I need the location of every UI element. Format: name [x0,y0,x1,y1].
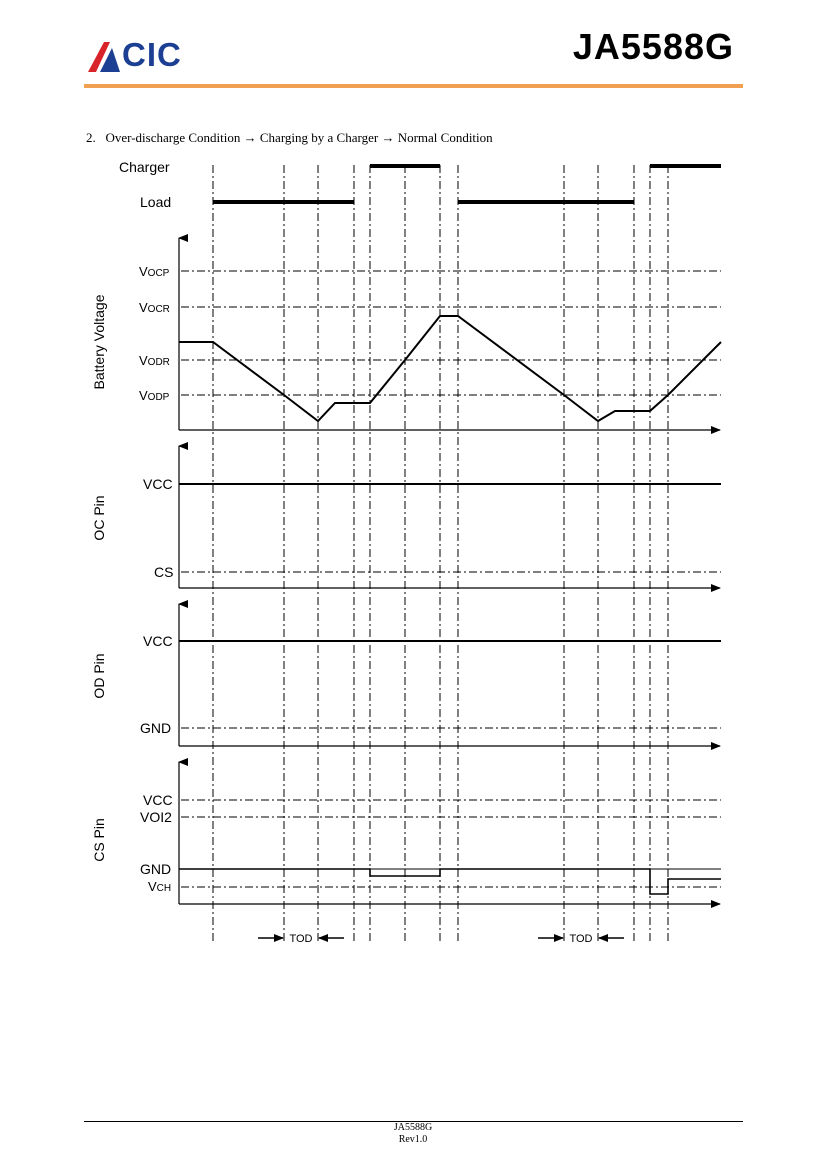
vocr-label: VOCR [139,300,170,315]
vodp-label: VODP [139,388,170,403]
oc-cs-label: CS [154,564,174,580]
vodr-label: VODR [139,353,170,368]
cs-voi2-label: VOI2 [140,809,172,825]
timing-markers [213,165,668,942]
load-label: Load [140,194,172,210]
footer-revision: Rev1.0 [398,1134,428,1145]
cs-vch-label: VCH [148,879,172,894]
tod-marker-1 [258,933,344,945]
cs-vcc-label: VCC [143,792,173,808]
od-gnd-label: GND [140,720,172,736]
battery-voltage-panel [91,238,721,430]
cs-pin-panel [91,762,721,904]
oc-pin-axis-label: OC Pin [91,495,107,541]
vocp-label: VOCP [139,264,170,279]
battery-voltage-axis-label: Battery Voltage [91,294,107,390]
tod-marker-2 [538,933,624,945]
cs-pin-waveform [179,869,721,894]
tod-label: TOD [569,933,593,945]
footer-part-number: JA5588G [393,1122,433,1133]
od-pin-axis-label: OD Pin [91,653,107,699]
logo-text: CIC [122,36,182,73]
section-heading: 2. Over-discharge Condition → Charging by a Charger → Normal Condition [86,130,493,145]
cs-gnd-label: GND [140,861,172,877]
cs-pin-axis-label: CS Pin [91,818,107,862]
document-title: JA5588G [572,26,734,67]
oc-vcc-label: VCC [143,476,173,492]
battery-voltage-waveform [179,316,721,421]
charger-label: Charger [119,159,170,175]
tod-label: TOD [289,933,313,945]
od-pin-panel [91,604,721,746]
oc-pin-panel [91,446,721,588]
od-vcc-label: VCC [143,633,173,649]
